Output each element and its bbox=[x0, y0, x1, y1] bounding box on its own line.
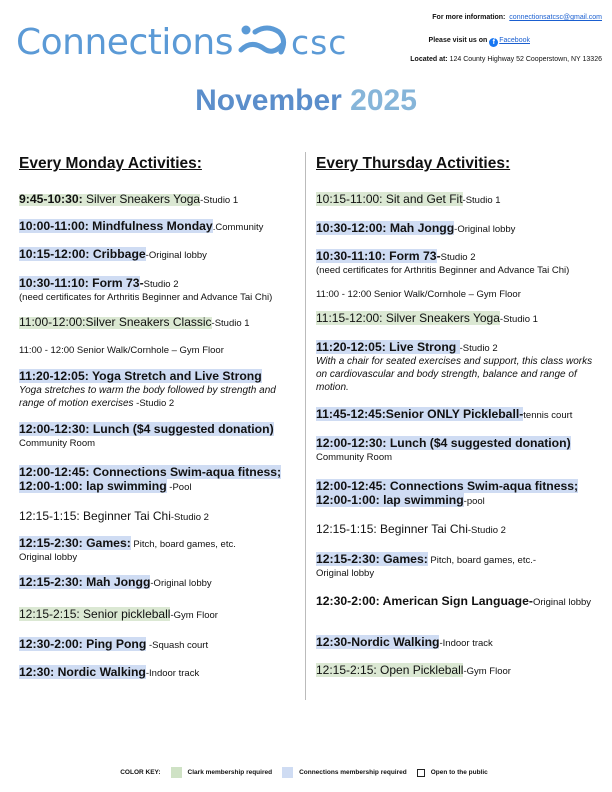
activity-note: (need certificates for Arthritis Beginner and Advance Tai Chi) bbox=[316, 265, 570, 276]
activity-dash: - bbox=[436, 249, 441, 263]
activity-place: -Original lobby bbox=[145, 250, 207, 261]
activity-place: -Pool bbox=[166, 482, 192, 493]
column-divider bbox=[305, 152, 306, 700]
activity-time: 12:00-12:30: Lunch ($4 suggested donation) bbox=[19, 422, 274, 436]
activity-place: Studio 2 bbox=[143, 279, 179, 290]
activity-place: -Indoor track bbox=[439, 638, 493, 649]
thursday-activity-2 bbox=[316, 222, 604, 236]
activity-desc: With a chair for seated exercises and support, this class works on cardiovascular and body strength, balance and range of motion. bbox=[316, 356, 593, 393]
thursday-activity-4 bbox=[316, 288, 604, 301]
monday-activity-11 bbox=[19, 537, 299, 564]
activity-time: 12:30-Nordic Walking bbox=[316, 635, 440, 649]
activity-line2: 12:00-1:00: lap swimming bbox=[19, 479, 167, 493]
monday-activity-6 bbox=[19, 344, 299, 357]
monday-activity-8 bbox=[19, 423, 299, 450]
activity-time: 10:30-11:10: Form 73 bbox=[316, 249, 437, 263]
activity-place: Pitch, board games, etc. bbox=[130, 539, 236, 550]
activity-time: 12:15-2:15: Open Pickleball bbox=[316, 663, 464, 677]
activity-dash: - bbox=[139, 276, 144, 290]
monday-heading: Every Monday Activities: bbox=[19, 155, 202, 172]
monday-activity-12 bbox=[19, 576, 299, 590]
activity-time: 12:15-2:30: Games: bbox=[316, 552, 428, 566]
info-email-line bbox=[432, 14, 602, 21]
monday-activity-10 bbox=[19, 510, 299, 524]
color-key bbox=[0, 767, 612, 778]
monday-activity-1 bbox=[19, 193, 299, 207]
monday-column bbox=[19, 155, 299, 679]
activity-place: -Squash court bbox=[146, 640, 209, 651]
activity-time: 12:15-2:30: Games: bbox=[19, 536, 131, 550]
monday-activity-2 bbox=[19, 220, 299, 234]
activity-name: Silver Sneakers Classic bbox=[85, 315, 212, 329]
info-facebook-line bbox=[429, 37, 530, 47]
public-swatch bbox=[417, 769, 425, 777]
thursday-activity-8 bbox=[316, 437, 604, 464]
activity-time: 11:00-12:00: bbox=[19, 315, 86, 329]
thursday-activity-11 bbox=[316, 553, 604, 580]
monday-activity-4 bbox=[19, 277, 299, 304]
activity-line1: 12:00-12:45: Connections Swim-aqua fitness; bbox=[19, 465, 282, 479]
thursday-activity-10 bbox=[316, 523, 604, 537]
title-month: November bbox=[195, 84, 342, 117]
thursday-activity-3 bbox=[316, 250, 604, 277]
activity-place: -Studio 1 bbox=[462, 195, 501, 206]
location-label: Located at: bbox=[410, 56, 448, 63]
info-location-line bbox=[410, 56, 602, 63]
thursday-activity-6 bbox=[316, 341, 604, 394]
activity-place: -Original lobby bbox=[454, 224, 516, 235]
facebook-link[interactable]: Facebook bbox=[499, 37, 530, 44]
activity-time: 12:30: Nordic Walking bbox=[19, 665, 146, 679]
activity-place: Community Room bbox=[19, 438, 96, 449]
thursday-activity-1 bbox=[316, 193, 604, 207]
activity-time: 10:15-11:00: Sit and Get Fit bbox=[316, 192, 463, 206]
activity-place-2: Original lobby bbox=[316, 568, 375, 579]
connections-logo bbox=[16, 14, 347, 70]
thursday-activity-7 bbox=[316, 408, 604, 422]
activity-note: (need certificates for Arthritis Beginner and Advance Tai Chi) bbox=[19, 292, 273, 303]
activity-place: Original lobby bbox=[532, 597, 592, 608]
activity-text: 11:00 - 12:00 Senior Walk/Cornhole – Gym Floor bbox=[316, 289, 521, 300]
email-link[interactable]: connectionsatcsc@gmail.com bbox=[509, 14, 602, 21]
public-label: Open to the public bbox=[430, 769, 488, 776]
visit-label: Please visit us on bbox=[428, 37, 488, 44]
activity-line1: 12:00-12:45: Connections Swim-aqua fitness; bbox=[316, 479, 579, 493]
color-key-label: COLOR KEY: bbox=[120, 769, 161, 776]
activity-place: -Gym Floor bbox=[463, 666, 511, 677]
clark-swatch bbox=[171, 767, 182, 778]
clark-label: Clark membership required bbox=[187, 769, 273, 776]
activity-place: -Studio 2 bbox=[170, 512, 209, 523]
facebook-icon: f bbox=[489, 38, 498, 47]
activity-place: -Studio 1 bbox=[499, 314, 538, 325]
activity-place: -pool bbox=[463, 496, 485, 507]
info-label: For more information: bbox=[432, 14, 506, 21]
activity-time: 12:30-2:00: Ping Pong bbox=[19, 637, 147, 651]
activity-time: 11:20-12:05: Yoga Stretch and Live Strong bbox=[19, 369, 262, 383]
activity-time: 9:45-10:30: bbox=[19, 192, 83, 206]
activity-place: .Community bbox=[212, 222, 264, 233]
location-address: 124 County Highway 52 Cooperstown, NY 13326 bbox=[449, 56, 602, 63]
activity-time: 10:15-12:00: Cribbage bbox=[19, 247, 146, 261]
monday-activity-5 bbox=[19, 316, 299, 330]
activity-place: -Gym Floor bbox=[170, 610, 218, 621]
logo-csc: csc bbox=[290, 22, 348, 62]
activity-place: -Studio 1 bbox=[211, 318, 250, 329]
activity-place: -Studio 1 bbox=[200, 195, 239, 206]
thursday-activity-13 bbox=[316, 636, 604, 650]
monday-activity-13 bbox=[19, 608, 299, 622]
activity-place: -Studio 2 bbox=[467, 525, 506, 536]
activity-time: 10:00-11:00: Mindfulness Monday bbox=[19, 219, 213, 233]
activity-text: 11:00 - 12:00 Senior Walk/Cornhole – Gym Floor bbox=[19, 345, 224, 356]
thursday-activity-9 bbox=[316, 480, 604, 508]
activity-time: 12:15-2:15: Senior pickleball bbox=[19, 607, 171, 621]
activity-line2: 12:00-1:00: lap swimming bbox=[316, 493, 464, 507]
activity-time: 11:45-12:45:Senior ONLY Pickleball- bbox=[316, 407, 524, 421]
activity-desc: Yoga stretches to warm the body followed by strength and range of motion exercises bbox=[19, 385, 276, 409]
activity-place: -Indoor track bbox=[145, 668, 200, 679]
activity-place: -Studio 2 bbox=[459, 343, 498, 354]
activity-place-2: Original lobby bbox=[19, 552, 78, 563]
title-year: 2025 bbox=[350, 84, 417, 117]
monday-activity-9 bbox=[19, 466, 299, 494]
thursday-activity-12 bbox=[316, 595, 604, 609]
activity-place: -Original lobby bbox=[150, 578, 212, 589]
activity-place: Studio 2 bbox=[440, 252, 476, 263]
monday-activity-3 bbox=[19, 248, 299, 262]
activity-time: 12:15-1:15: Beginner Tai Chi bbox=[316, 522, 468, 536]
activity-name: Silver Sneakers Yoga bbox=[82, 192, 201, 206]
activity-place: -Studio 2 bbox=[133, 398, 175, 409]
logo-swirl-icon bbox=[237, 18, 293, 66]
activity-time: 12:15-1:15: Beginner Tai Chi bbox=[19, 509, 171, 523]
activity-time: 10:30-12:00: Mah Jongg bbox=[316, 221, 455, 235]
activity-time: 11:15-12:00: Silver Sneakers Yoga bbox=[316, 311, 500, 325]
activity-time: 10:30-11:10: Form 73 bbox=[19, 276, 140, 290]
activity-place: Community Room bbox=[316, 452, 393, 463]
page-title bbox=[0, 84, 612, 118]
thursday-column bbox=[316, 155, 604, 677]
activity-time: 11:20-12:05: Live Strong bbox=[316, 340, 460, 354]
activity-time: 12:15-2:30: Mah Jongg bbox=[19, 575, 151, 589]
activity-time: 12:00-12:30: Lunch ($4 suggested donation) bbox=[316, 436, 571, 450]
thursday-activity-14 bbox=[316, 664, 604, 678]
activity-place: Pitch, board games, etc.- bbox=[427, 555, 537, 566]
connections-label: Connections membership required bbox=[299, 769, 407, 776]
monday-activity-7 bbox=[19, 370, 299, 410]
activity-time: 12:30-2:00: American Sign Language- bbox=[316, 594, 533, 608]
thursday-activity-5 bbox=[316, 312, 604, 326]
monday-activity-14 bbox=[19, 638, 299, 652]
connections-swatch bbox=[282, 767, 293, 778]
logo-word: Connections bbox=[16, 21, 233, 63]
monday-activity-15 bbox=[19, 666, 299, 680]
thursday-heading: Every Thursday Activities: bbox=[316, 155, 511, 172]
activity-place: tennis court bbox=[523, 410, 573, 421]
